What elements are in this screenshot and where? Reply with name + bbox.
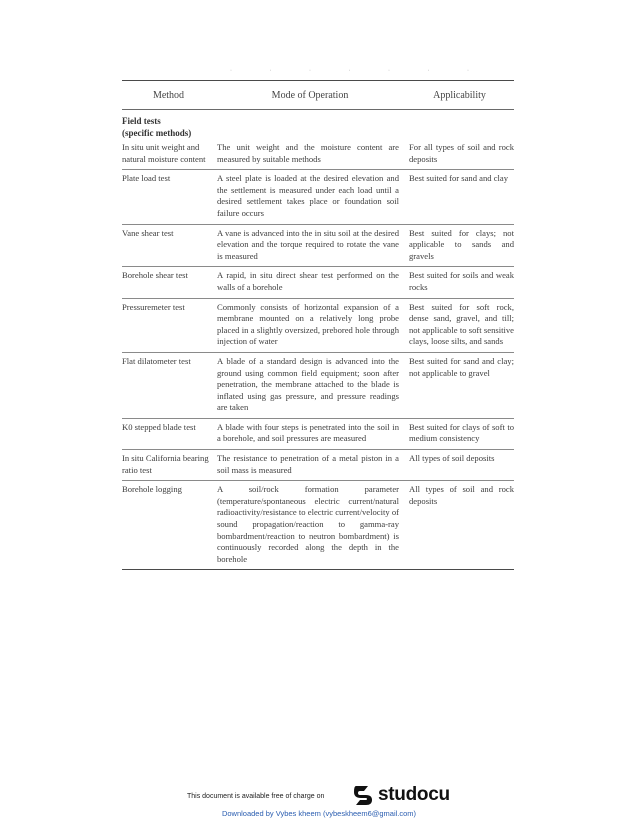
applicability-cell: Best suited for soft rock, dense sand, gravel, and till; not applicable to soft sensitive clays, loose silts, and sands bbox=[409, 301, 514, 347]
operation-cell: The resistance to penetration of a metal piston in a soil mass is measured bbox=[217, 453, 399, 475]
table-header-row bbox=[122, 81, 514, 109]
table-row bbox=[122, 450, 514, 480]
applicability-cell: Best suited for soils and weak rocks bbox=[409, 270, 514, 292]
studocu-logo-icon[interactable] bbox=[352, 783, 376, 807]
operation-cell: A vane is advanced into the in situ soil at the desired elevation and the torque required to rotate the vane is measured bbox=[217, 227, 399, 261]
table-row bbox=[122, 139, 514, 169]
method-cell: Pressuremeter test bbox=[122, 301, 185, 312]
operation-cell: A soil/rock formation parameter (temperature/spontaneous electric current/natural radioactivity/resistance to electric current/velocity of sound propagation/reaction to gamma-ray bombardment/reaction to neutron bombardment) is continuously recorded along the depth in the borehole bbox=[217, 484, 399, 564]
applicability-cell: Best suited for sand and clay; not applicable to gravel bbox=[409, 355, 514, 378]
table-row bbox=[122, 481, 514, 569]
table-row bbox=[122, 267, 514, 297]
table-body bbox=[122, 139, 514, 569]
header-method: Method bbox=[152, 89, 185, 101]
header-mode-of-operation: Mode of Operation bbox=[271, 89, 349, 101]
table-row bbox=[122, 299, 514, 352]
section-subtitle: (specific methods) bbox=[122, 128, 192, 138]
header-applicability: Applicability bbox=[433, 89, 486, 101]
operation-cell: A blade of a standard design is advanced into the ground using common field equipment; soon after penetration, the membrane attached to the blade is inflated using gas pressure, and pressure readings are taken bbox=[217, 355, 399, 413]
studocu-brand[interactable]: studocu bbox=[378, 784, 450, 805]
download-attribution: Downloaded by Vybes kheem (vybeskheem6@gmail.com) bbox=[221, 809, 417, 818]
method-cell: In situ unit weight and natural moisture content bbox=[122, 142, 206, 164]
table-row bbox=[122, 353, 514, 418]
method-cell: Flat dilatometer test bbox=[122, 355, 191, 366]
table-row bbox=[122, 419, 514, 449]
methods-table bbox=[122, 80, 514, 570]
applicability-cell: For all types of soil and rock deposits bbox=[409, 142, 514, 164]
operation-cell: A blade with four steps is penetrated into the soil in a borehole, and soil pressures are measured bbox=[217, 421, 399, 444]
operation-cell: A rapid, in situ direct shear test performed on the walls of a borehole bbox=[217, 270, 399, 292]
method-cell: Borehole shear test bbox=[122, 270, 188, 281]
applicability-cell: Best suited for clays of soft to medium consistency bbox=[409, 421, 514, 444]
method-cell: K0 stepped blade test bbox=[122, 421, 196, 432]
method-cell: Borehole logging bbox=[122, 484, 182, 495]
section-title: Field tests bbox=[122, 116, 161, 126]
table-row bbox=[122, 170, 514, 223]
applicability-cell: Best suited for sand and clay bbox=[409, 173, 509, 184]
table-bottom-rule bbox=[122, 569, 514, 570]
page-header-mark: · · · · · · · bbox=[230, 68, 487, 74]
operation-cell: A steel plate is loaded at the desired elevation and the settlement is measured under each load until a desired settlement takes place or foundation soil failure occurs bbox=[217, 173, 399, 218]
applicability-cell: All types of soil and rock deposits bbox=[409, 484, 514, 506]
applicability-cell: All types of soil deposits bbox=[409, 453, 495, 464]
method-cell: Vane shear test bbox=[122, 227, 174, 238]
availability-text: This document is available free of charge on bbox=[187, 793, 325, 800]
applicability-cell: Best suited for clays; not applicable to sands and gravels bbox=[409, 227, 514, 261]
method-cell: In situ California bearing ratio test bbox=[122, 453, 209, 475]
table-row bbox=[122, 225, 514, 267]
operation-cell: Commonly consists of horizontal expansion of a membrane mounted on a relatively long probe placed in a slightly oversized, prebored hole through injection of water bbox=[217, 301, 399, 347]
method-cell: Plate load test bbox=[122, 173, 171, 184]
operation-cell: The unit weight and the moisture content are measured by suitable methods bbox=[217, 142, 399, 164]
